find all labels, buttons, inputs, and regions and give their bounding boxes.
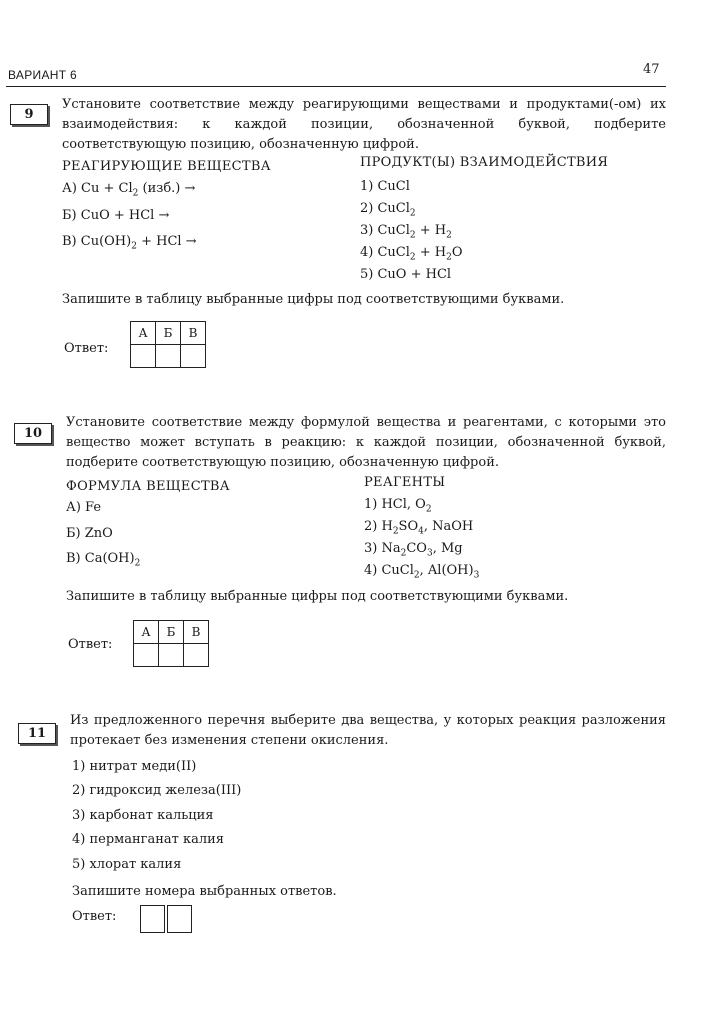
task-10-reagent-2: 2) $H_2SO_4$, NaOH xyxy=(364,519,474,537)
task-9-reagent-c: В) $Cu(OH)_2$ + HCl → xyxy=(62,234,197,252)
task-11-option-2: 2) гидроксид железа(III) xyxy=(72,783,242,798)
task-9-product-2: 2) CuCl$_2$ xyxy=(360,201,416,219)
task-10-col-a: А xyxy=(134,621,159,644)
page-number: 47 xyxy=(643,62,660,77)
task-10-instruction: Запишите в таблицу выбранные цифры под соответствующими буквами. xyxy=(66,589,569,604)
task-10-reagent-4: 4) CuCl$_2$, $Al(OH)_3$ xyxy=(364,563,480,581)
task-10-col-b: Б xyxy=(159,621,184,644)
task-9-right-header: ПРОДУКТ(Ы) ВЗАИМОДЕЙСТВИЯ xyxy=(360,155,609,170)
task-11-answer-label: Ответ: xyxy=(72,909,117,924)
task-11-option-1: 1) нитрат меди(II) xyxy=(72,759,197,774)
task-9-product-5: 5) CuO + HCl xyxy=(360,267,452,282)
task-10-left-header: ФОРМУЛА ВЕЩЕСТВА xyxy=(66,479,230,494)
task-10-formula-b: Б) ZnO xyxy=(66,526,113,541)
task-10-reagent-3: 3) $Na_2CO_3$, Mg xyxy=(364,541,463,559)
task-11-answer-cell-2[interactable] xyxy=(167,905,192,933)
task-11-answer-cell-1[interactable] xyxy=(140,905,165,933)
task-9-product-4: 4) CuCl$_2$ + $H_2O$ xyxy=(360,245,463,263)
task-9-reagent-b: Б) CuO + HCl → xyxy=(62,208,170,223)
task-11-option-4: 4) перманганат калия xyxy=(72,832,224,847)
task-11-answer-table xyxy=(138,903,194,935)
task-9-col-c: В xyxy=(181,322,206,345)
task-9-product-3: 3) CuCl$_2$ + $H_2$ xyxy=(360,223,452,241)
task-10-formula-a: А) Fe xyxy=(66,500,102,515)
task-11-option-5: 5) хлорат калия xyxy=(72,857,182,872)
task-9-answer-cell-c[interactable] xyxy=(181,345,206,368)
task-9-left-header: РЕАГИРУЮЩИЕ ВЕЩЕСТВА xyxy=(62,159,271,174)
task-9-answer-label: Ответ: xyxy=(64,341,109,356)
task-9-col-a: А xyxy=(131,322,156,345)
variant-label: ВАРИАНТ 6 xyxy=(8,68,77,82)
task-9-text: Установите соответствие между реагирующими веществами и продуктами(-ом) их взаимодействия: к каждой позиции, обозначенной буквой, подберите соответствующую позицию, обозначенную цифрой. xyxy=(62,97,666,152)
task-9-answer-cell-a[interactable] xyxy=(131,345,156,368)
task-10-answer-table xyxy=(133,620,209,667)
task-10-right-header: РЕАГЕНТЫ xyxy=(364,475,446,490)
task-10-col-c: В xyxy=(184,621,209,644)
task-10-answer-label: Ответ: xyxy=(68,637,113,652)
task-9-col-b: Б xyxy=(156,322,181,345)
task-9-answer-table xyxy=(130,321,206,368)
task-10-reagent-1: 1) HCl, $O_2$ xyxy=(364,497,432,515)
task-10-answer-cell-a[interactable] xyxy=(134,644,159,667)
task-10-answer-cell-b[interactable] xyxy=(159,644,184,667)
task-10-text: Установите соответствие между формулой вещества и реагентами, с которыми это вещество может вступать в реакцию: к каждой позиции, обозначенной буквой, подберите соответствующую позицию, обозначенную цифрой. xyxy=(66,415,666,470)
task-11-option-3: 3) карбонат кальция xyxy=(72,808,214,823)
task-11-instruction: Запишите номера выбранных ответов. xyxy=(72,884,337,899)
task-9-number: 9 xyxy=(10,104,48,125)
task-10-number: 10 xyxy=(14,423,52,444)
task-11-text: Из предложенного перечня выберите два вещества, у которых реакция разложения протекает без изменения степени окисления. xyxy=(70,713,666,748)
task-9-answer-cell-b[interactable] xyxy=(156,345,181,368)
task-11-number: 11 xyxy=(18,723,56,744)
task-10-answer-cell-c[interactable] xyxy=(184,644,209,667)
task-9-product-1: 1) CuCl xyxy=(360,179,410,194)
task-10-formula-c: В) $Ca(OH)_2$ xyxy=(66,551,141,569)
task-9-reagent-a: А) $Cu + Cl_2$ (изб.) → xyxy=(62,181,196,199)
header-divider xyxy=(6,86,666,87)
task-9-instruction: Запишите в таблицу выбранные цифры под соответствующими буквами. xyxy=(62,292,565,307)
